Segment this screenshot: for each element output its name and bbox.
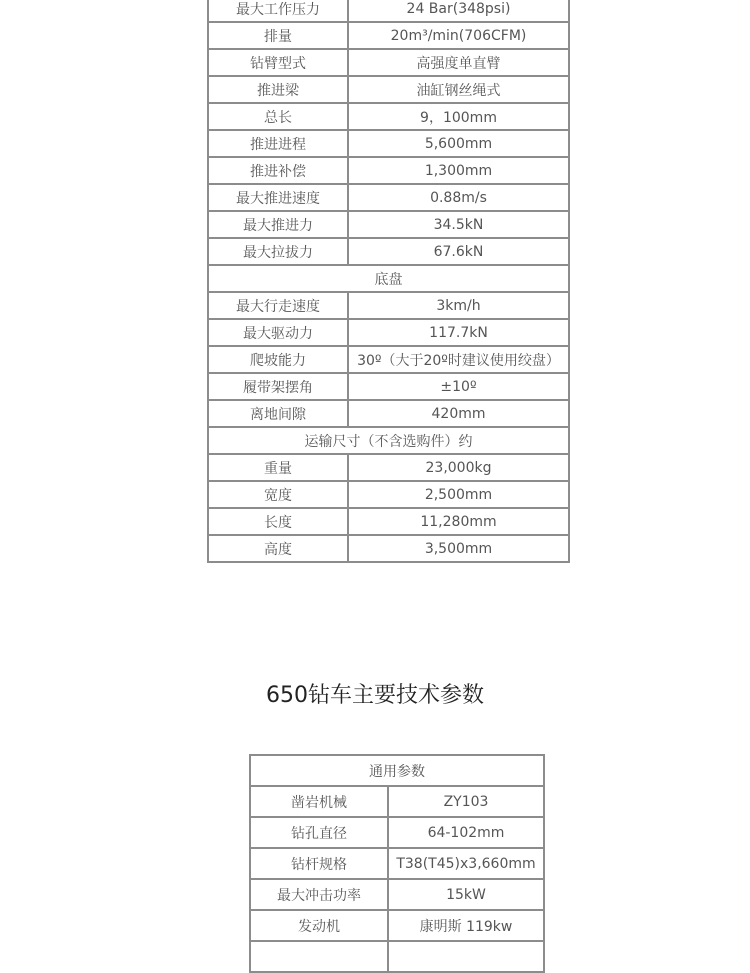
spec-table-650-drill (249, 754, 545, 973)
table-row (208, 130, 569, 157)
table-row (250, 910, 544, 941)
param-value-cell: 油缸钢丝绳式 (348, 76, 569, 103)
param-value-cell: 34.5kN (348, 211, 569, 238)
param-label-cell: 发动机 (250, 910, 388, 941)
param-label-cell: 重量 (208, 454, 348, 481)
param-value-cell: ±10º (348, 373, 569, 400)
table-row (208, 103, 569, 130)
table-row (250, 786, 544, 817)
param-label-cell: 最大驱动力 (208, 319, 348, 346)
table-section-row (250, 755, 544, 786)
param-value-cell: 20m³/min(706CFM) (348, 22, 569, 49)
spec-table-body (250, 755, 544, 972)
param-label-cell: 宽度 (208, 481, 348, 508)
table-row (250, 941, 544, 972)
param-label-cell: 凿岩机械 (250, 786, 388, 817)
table-row (208, 0, 569, 22)
table-row (208, 157, 569, 184)
table-row (208, 292, 569, 319)
table-row (208, 481, 569, 508)
section-header-cell: 底盘 (208, 265, 569, 292)
param-value-cell: 420mm (348, 400, 569, 427)
table-row (208, 211, 569, 238)
param-value-cell: 9，100mm (348, 103, 569, 130)
section-title: 650钻车主要技术参数 (266, 683, 484, 708)
param-value-cell: 康明斯 119kw (388, 910, 544, 941)
param-label-cell: 钻孔直径 (250, 817, 388, 848)
table-row (208, 373, 569, 400)
table-row (250, 879, 544, 910)
spec-table-drill-rig (207, 0, 570, 563)
param-value-cell: 5,600mm (348, 130, 569, 157)
table-row (208, 346, 569, 373)
table-row (250, 817, 544, 848)
section-header-cell: 通用参数 (250, 755, 544, 786)
param-value-cell: 23,000kg (348, 454, 569, 481)
param-label-cell: 推进进程 (208, 130, 348, 157)
table-row (208, 49, 569, 76)
section-header-cell: 运输尺寸（不含选购件）约 (208, 427, 569, 454)
table-row (208, 535, 569, 562)
param-label-cell: 排量 (208, 22, 348, 49)
param-label-cell (250, 941, 388, 972)
param-value-cell: 117.7kN (348, 319, 569, 346)
table-row (208, 22, 569, 49)
table-row (208, 76, 569, 103)
param-label-cell: 推进补偿 (208, 157, 348, 184)
param-value-cell: 15kW (388, 879, 544, 910)
param-value-cell: 64-102mm (388, 817, 544, 848)
param-label-cell: 长度 (208, 508, 348, 535)
param-value-cell (388, 941, 544, 972)
param-label-cell: 最大拉拔力 (208, 238, 348, 265)
spec-table-body (208, 0, 569, 562)
param-label-cell: 钻杆规格 (250, 848, 388, 879)
table-section-row (208, 265, 569, 292)
param-label-cell: 最大工作压力 (208, 0, 348, 22)
param-label-cell: 推进梁 (208, 76, 348, 103)
table-section-row (208, 427, 569, 454)
table-row (208, 400, 569, 427)
param-value-cell: 67.6kN (348, 238, 569, 265)
param-label-cell: 总长 (208, 103, 348, 130)
table-row (208, 454, 569, 481)
param-label-cell: 爬坡能力 (208, 346, 348, 373)
param-label-cell: 高度 (208, 535, 348, 562)
table-row (208, 508, 569, 535)
param-value-cell: 高强度单直臂 (348, 49, 569, 76)
param-value-cell: 2,500mm (348, 481, 569, 508)
param-value-cell: 24 Bar(348psi) (348, 0, 569, 22)
param-label-cell: 最大行走速度 (208, 292, 348, 319)
param-value-cell: 11,280mm (348, 508, 569, 535)
param-value-cell: T38(T45)x3,660mm (388, 848, 544, 879)
param-label-cell: 履带架摆角 (208, 373, 348, 400)
param-value-cell: 30º（大于20º时建议使用绞盘） (348, 346, 569, 373)
param-label-cell: 最大推进力 (208, 211, 348, 238)
table-row (208, 184, 569, 211)
param-label-cell: 最大推进速度 (208, 184, 348, 211)
table-row (208, 238, 569, 265)
table-row (208, 319, 569, 346)
param-value-cell: 3,500mm (348, 535, 569, 562)
param-value-cell: 0.88m/s (348, 184, 569, 211)
param-label-cell: 最大冲击功率 (250, 879, 388, 910)
param-value-cell: 3km/h (348, 292, 569, 319)
param-label-cell: 离地间隙 (208, 400, 348, 427)
param-label-cell: 钻臂型式 (208, 49, 348, 76)
param-value-cell: ZY103 (388, 786, 544, 817)
param-value-cell: 1,300mm (348, 157, 569, 184)
table-row (250, 848, 544, 879)
